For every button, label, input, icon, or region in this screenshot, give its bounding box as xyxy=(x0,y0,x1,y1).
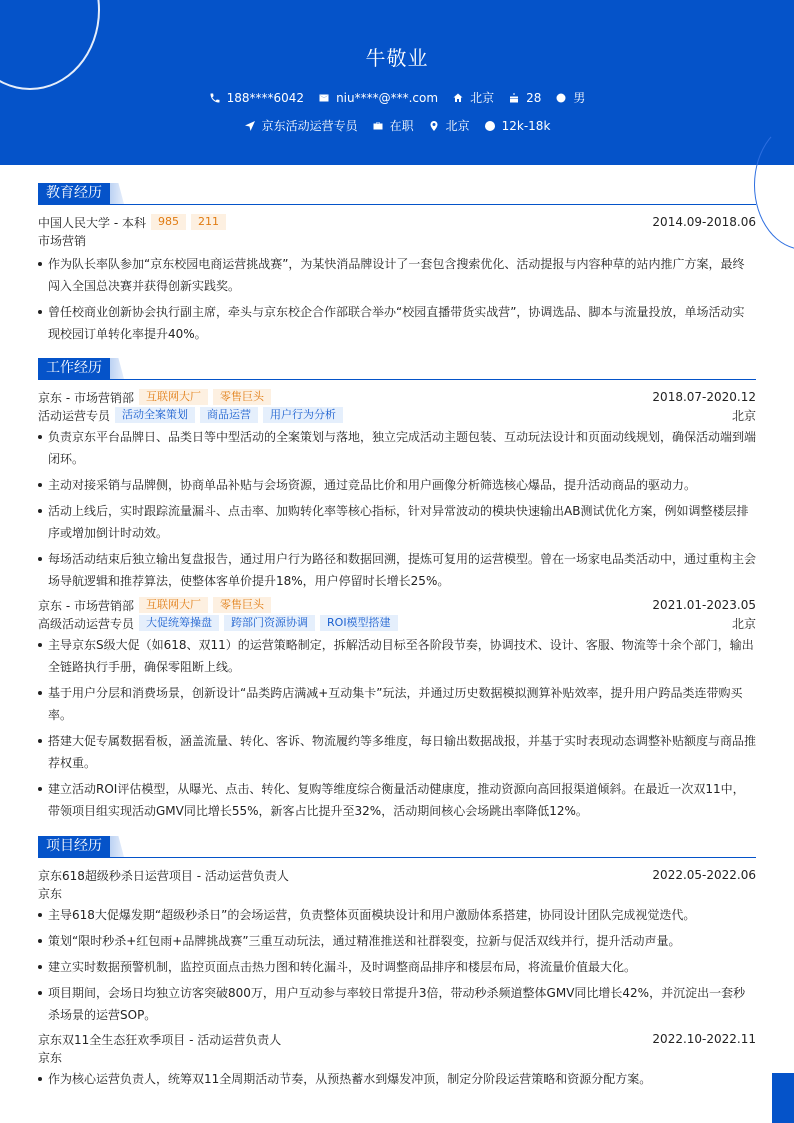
list-item: 作为核心运营负责人，统筹双11全周期活动节奏，从预热蓄水到爆发冲顶，制定分阶段运营策略和资源分配方案。 xyxy=(38,1068,756,1090)
list-item: 每场活动结束后独立输出复盘报告，通过用户行为路径和数据回溯，提炼可复用的运营模型。曾在一场家电品类活动中，通过重构主会场导航逻辑和推荐算法，使整体客单价提升18%，用户停留时长增长25%。 xyxy=(38,548,756,592)
target-city-text: 北京 xyxy=(445,119,470,133)
education-bullets xyxy=(38,253,756,345)
skill-tag: ROI模型搭建 xyxy=(320,615,398,631)
section-title: 工作经历 xyxy=(38,358,110,379)
mail-icon xyxy=(318,92,330,104)
company-tag: 互联网大厂 xyxy=(139,389,208,405)
project-name: 京东618超级秒杀日运营项目 - 活动运营负责人 xyxy=(38,868,289,883)
send-icon xyxy=(244,120,256,132)
contact-row xyxy=(0,89,794,106)
target-city-item xyxy=(428,117,470,134)
briefcase-icon xyxy=(372,120,384,132)
project-line xyxy=(38,866,756,884)
projects-title-bar xyxy=(38,836,756,858)
job-bullets xyxy=(38,634,756,822)
cake-icon xyxy=(508,92,520,104)
company-line xyxy=(38,388,756,406)
education-title-bar xyxy=(38,183,756,205)
education-line xyxy=(38,213,756,231)
status-item xyxy=(372,117,414,134)
list-item: 基于用户分层和消费场景，创新设计“品类跨店满减+互动集卡”玩法，并通过历史数据模拟测算补贴效率，提升用户跨品类连带购买率。 xyxy=(38,682,756,726)
job-role: 活动运营专员 xyxy=(38,408,111,423)
target-job-item xyxy=(244,117,358,134)
list-item: 建立活动ROI评估模型，从曝光、点击、转化、复购等维度综合衡量活动健康度，推动资源向高回报渠道倾斜。在最近一次双11中，带领项目组实现活动GMV同比增长55%，新客占比提升至32%，活动期间核心会场跳出率降低12%。 xyxy=(38,778,756,822)
list-item: 搭建大促专属数据看板，涵盖流量、转化、客诉、物流履约等多维度，每日输出数据战报，并基于实时表现动态调整补贴额度与商品推荐权重。 xyxy=(38,730,756,774)
work-section xyxy=(38,358,756,826)
section-title: 教育经历 xyxy=(38,183,110,204)
company-tag: 互联网大厂 xyxy=(139,597,208,613)
company-tag: 零售巨头 xyxy=(213,597,271,613)
project-bullets xyxy=(38,904,756,1026)
target-job-text: 京东活动运营专员 xyxy=(261,119,358,133)
skill-tag: 用户行为分析 xyxy=(263,407,343,423)
location-pin-icon xyxy=(428,120,440,132)
section-title-decoration xyxy=(110,183,124,204)
skill-tag: 活动全案策划 xyxy=(115,407,195,423)
school-tag: 985 xyxy=(151,214,186,230)
company-tag: 零售巨头 xyxy=(213,389,271,405)
email-item xyxy=(318,91,438,105)
major: 市场营销 xyxy=(38,233,87,248)
project-name: 京东双11全生态狂欢季项目 - 活动运营负责人 xyxy=(38,1032,282,1047)
major-line xyxy=(38,231,756,249)
list-item: 作为队长率队参加“京东校园电商运营挑战赛”，为某快消品牌设计了一套包含搜索优化、活动提报与内容种草的站内推广方案，最终闯入全国总决赛并获得创新实践奖。 xyxy=(38,253,756,297)
city-text: 北京 xyxy=(470,91,495,105)
city-item xyxy=(452,89,494,106)
company-name: 京东 - 市场营销部 xyxy=(38,598,134,613)
job-role: 高级活动运营专员 xyxy=(38,616,135,631)
education-date: 2014.09-2018.06 xyxy=(652,215,756,229)
company-name: 京东 - 市场营销部 xyxy=(38,390,134,405)
section-title: 项目经历 xyxy=(38,836,110,857)
project-org-line xyxy=(38,884,756,902)
job-date: 2021.01-2023.05 xyxy=(652,598,756,612)
section-title-decoration xyxy=(110,836,124,857)
salary-coin-icon xyxy=(484,120,496,132)
project-org: 京东 xyxy=(38,1050,63,1065)
decorative-corner-bar xyxy=(772,1073,794,1123)
candidate-name: 牛敬业 xyxy=(365,46,429,70)
school-tag: 211 xyxy=(191,214,226,230)
list-item: 主动对接采销与品牌侧，协商单品补贴与会场资源，通过竞品比价和用户画像分析筛选核心爆品，提升活动商品的驱动力。 xyxy=(38,474,756,496)
project-org-line xyxy=(38,1048,756,1066)
list-item: 曾任校商业创新协会执行副主席，牵头与京东校企合作部联合举办“校园直播带货实战营”，协调选品、脚本与流量投放，单场活动实现校园订单转化率提升40%。 xyxy=(38,301,756,345)
age-item xyxy=(508,91,541,105)
school-name: 中国人民大学 - 本科 xyxy=(38,215,146,230)
skill-tag: 商品运营 xyxy=(200,407,258,423)
resume-header xyxy=(0,0,794,165)
phone-icon xyxy=(209,92,221,104)
list-item: 活动上线后，实时跟踪流量漏斗、点击率、加购转化率等核心指标，针对异常波动的模块快速输出AB测试优化方案，例如调整楼层排序或增加倒计时动效。 xyxy=(38,500,756,544)
job-date: 2018.07-2020.12 xyxy=(652,390,756,404)
project-date: 2022.05-2022.06 xyxy=(652,868,756,882)
home-icon xyxy=(452,92,464,104)
phone-text: 188****6042 xyxy=(226,90,305,105)
project-date: 2022.10-2022.11 xyxy=(652,1032,756,1046)
project-org: 京东 xyxy=(38,886,63,901)
salary-text: 12k-18k xyxy=(501,118,551,133)
section-title-decoration xyxy=(110,358,124,379)
project-bullets xyxy=(38,1068,756,1090)
role-line xyxy=(38,406,756,424)
list-item: 主导618大促爆发期“超级秒杀日”的会场运营，负责整体页面模块设计和用户激励体系搭建，协同设计团队完成视觉迭代。 xyxy=(38,904,756,926)
email-text: niu****@***.com xyxy=(336,90,439,105)
role-line xyxy=(38,614,756,632)
project-entry xyxy=(38,866,756,1026)
company-line xyxy=(38,596,756,614)
salary-item xyxy=(484,119,551,133)
list-item: 主导京东S级大促（如618、双11）的运营策略制定，拆解活动目标至各阶段节奏，协调技术、设计、客服、物流等十余个部门，输出全链路执行手册，确保零阻断上线。 xyxy=(38,634,756,678)
gender-text: 男 xyxy=(573,91,586,105)
job-entry xyxy=(38,596,756,822)
projects-section xyxy=(38,836,756,1094)
job-intent-row xyxy=(0,117,794,134)
skill-tag: 跨部门资源协调 xyxy=(224,615,315,631)
phone-item xyxy=(209,91,304,105)
project-line xyxy=(38,1030,756,1048)
list-item: 项目期间，会场日均独立访客突破800万，用户互动参与率较日常提升3倍，带动秒杀频道整体GMV同比增长42%，并沉淀出一套秒杀场景的运营SOP。 xyxy=(38,982,756,1026)
work-title-bar xyxy=(38,358,756,380)
education-section xyxy=(38,183,756,349)
job-bullets xyxy=(38,426,756,592)
skill-tag: 大促统筹操盘 xyxy=(139,615,219,631)
job-location: 北京 xyxy=(731,408,756,423)
gender-icon xyxy=(555,92,567,104)
gender-item xyxy=(555,89,585,106)
project-entry xyxy=(38,1030,756,1090)
age-text: 28 xyxy=(526,90,542,105)
list-item: 负责京东平台品牌日、品类日等中型活动的全案策划与落地，独立完成活动主题包装、互动玩法设计和页面动线规划，确保活动端到端闭环。 xyxy=(38,426,756,470)
list-item: 建立实时数据预警机制，监控页面点击热力图和转化漏斗，及时调整商品排序和楼层布局，将流量价值最大化。 xyxy=(38,956,756,978)
job-location: 北京 xyxy=(731,616,756,631)
job-entry xyxy=(38,388,756,592)
list-item: 策划“限时秒杀+红包雨+品牌挑战赛”三重互动玩法，通过精准推送和社群裂变，拉新与促活双线并行，提升活动声量。 xyxy=(38,930,756,952)
status-text: 在职 xyxy=(389,119,414,133)
